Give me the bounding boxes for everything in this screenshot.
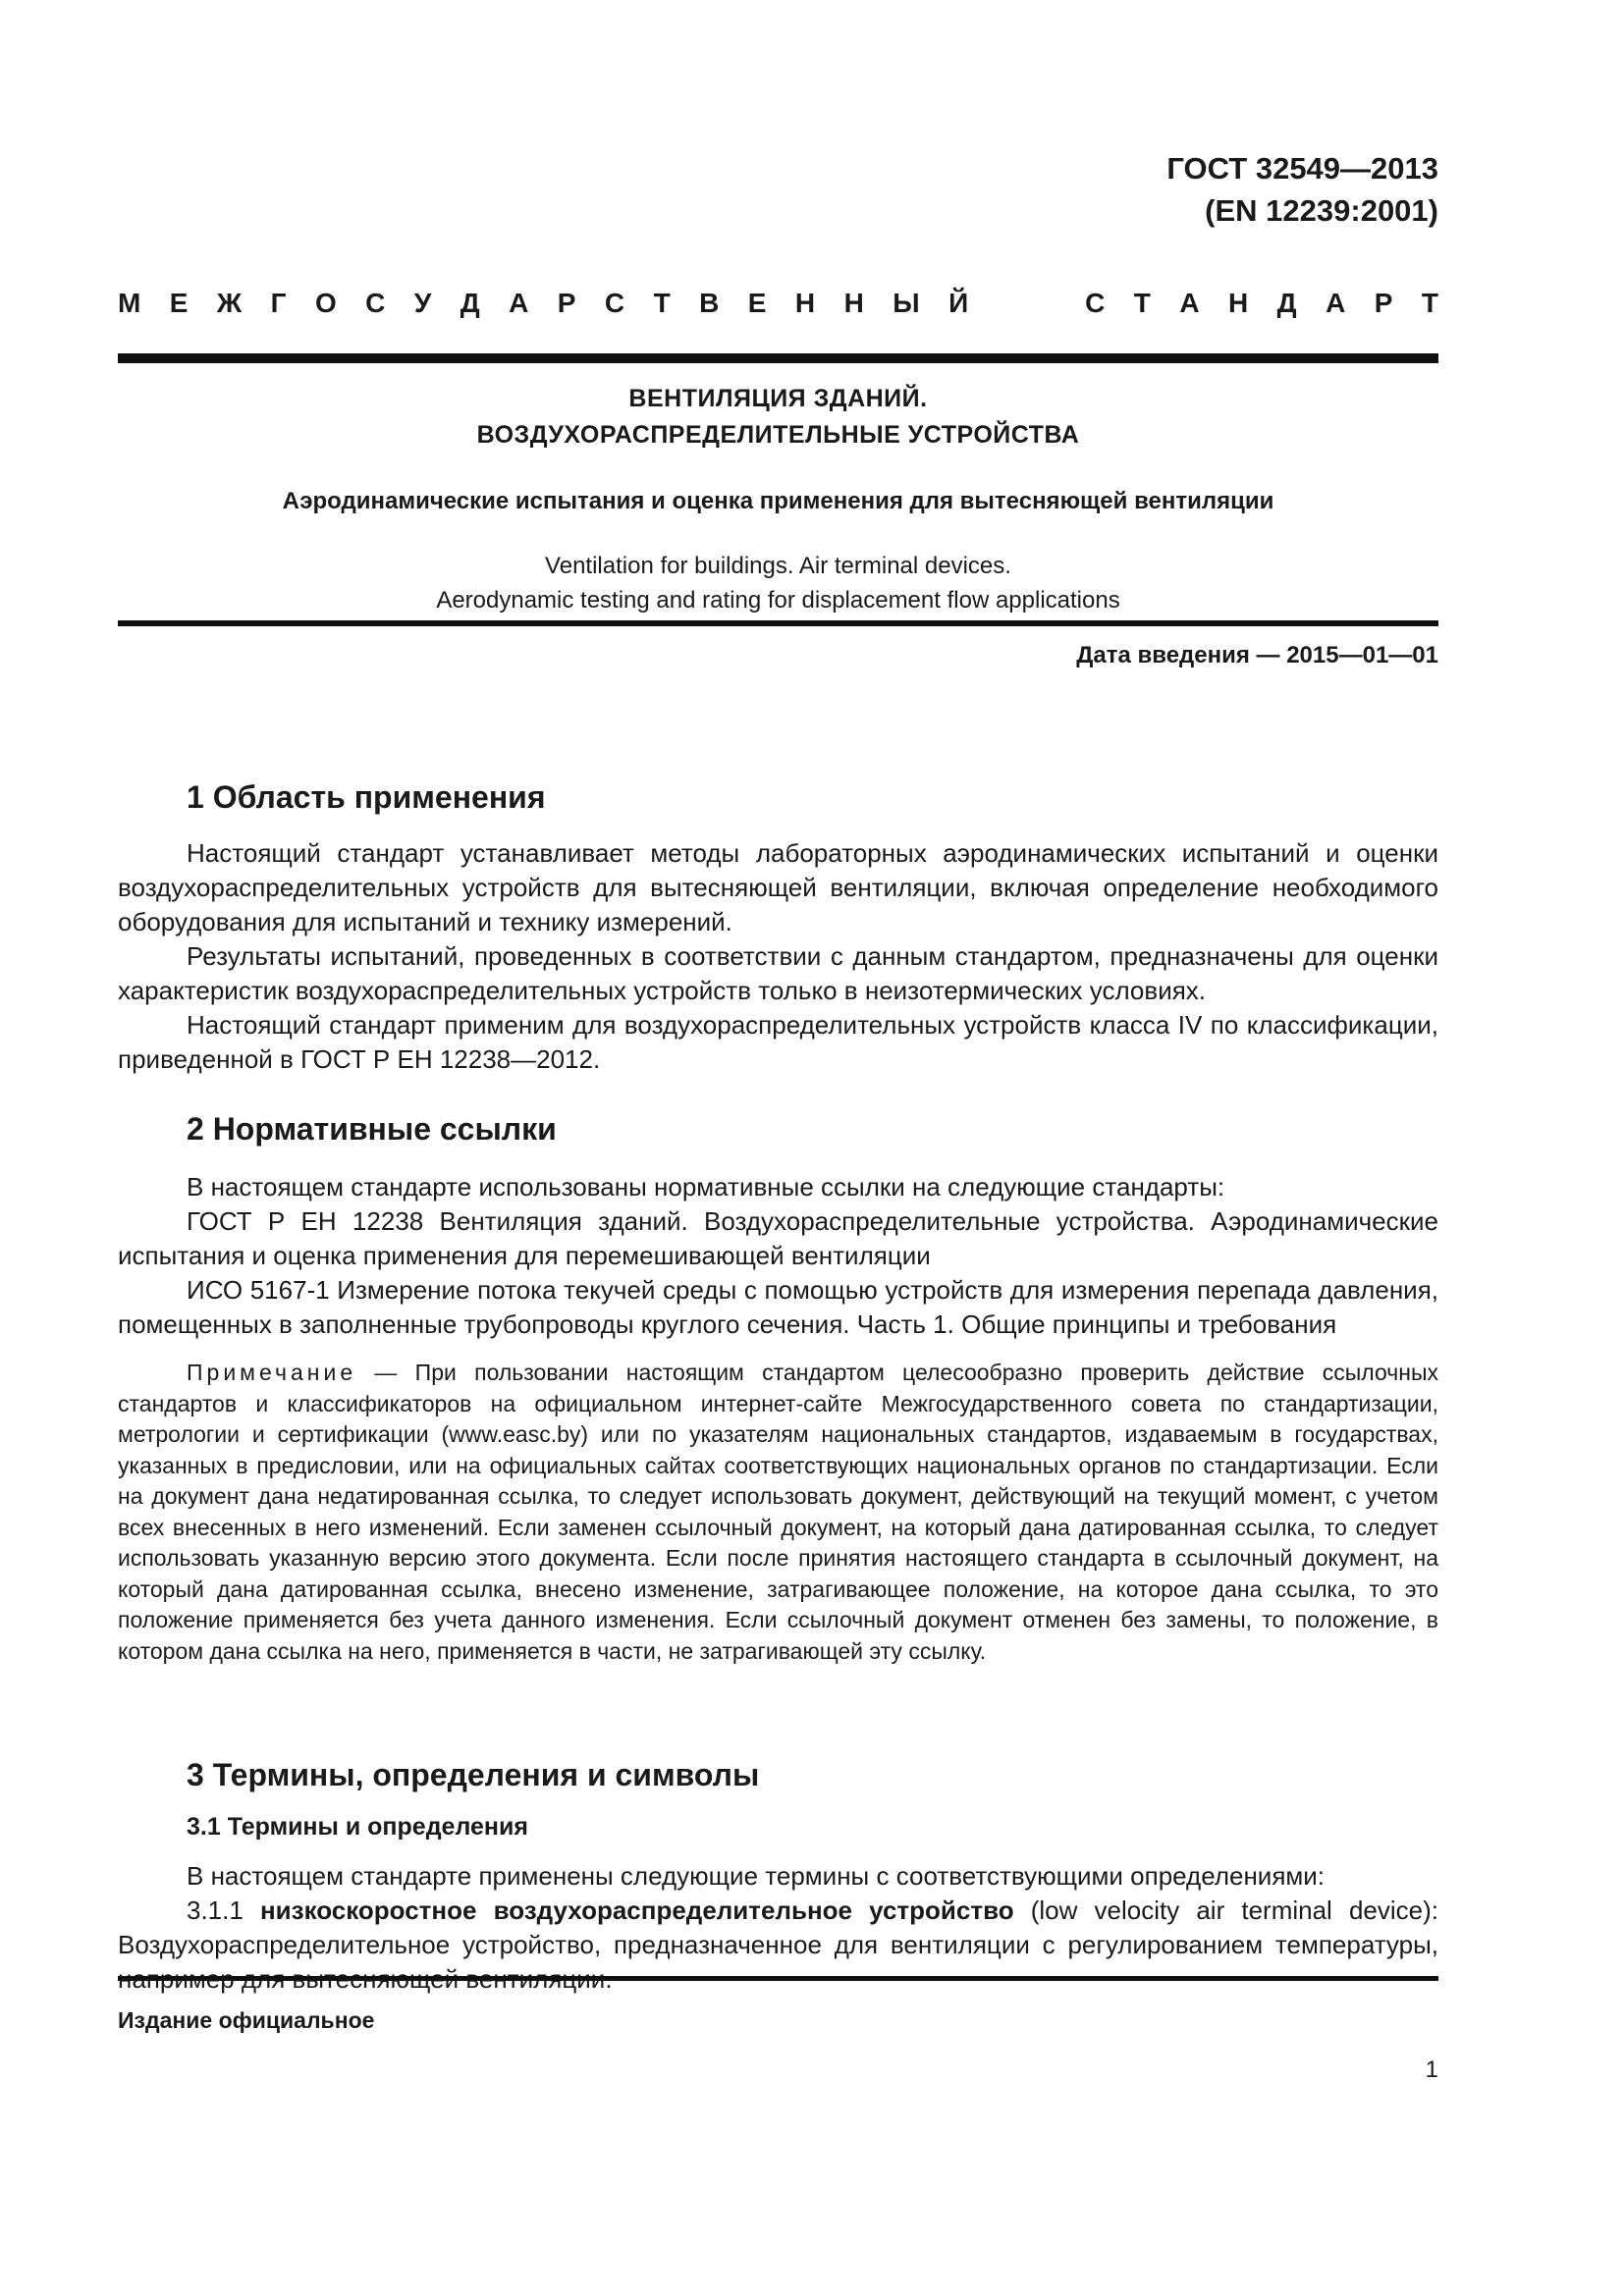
header-rule [118,353,1438,363]
banner-letter: С [1085,288,1106,318]
note-label: Примечание [187,1360,357,1385]
paragraph: В настоящем стандарте использованы нормативные ссылки на следующие стандарты: [187,1172,1225,1201]
banner-letter: Н [794,288,816,318]
banner-letter: Н [843,288,864,318]
official-edition-label: Издание официальное [118,2007,375,2033]
banner-letter: Е [747,288,767,318]
subsection-heading: 3.1 Термины и определения [187,1813,528,1841]
banner-letter: У [413,288,432,318]
title-ru-line1: ВЕНТИЛЯЦИЯ ЗДАНИЙ. [628,385,928,412]
page-number: 1 [1425,2056,1438,2083]
note-paragraph [118,1358,1438,1667]
banner-letter: Г [270,288,287,318]
paragraph: Настоящий стандарт применим для воздухораспределительных устройств класса IV по классификации, приведенной в ГОСТ Р ЕН 12238—2012. [118,1010,1438,1074]
term-definition [118,1894,1438,1997]
paragraph: Результаты испытаний, проведенных в соответствии с данным стандартом, предназначены для оценки характеристик воздухораспределительных устройств только в неизотермических условиях. [118,941,1438,1005]
paragraph: ГОСТ Р ЕН 12238 Вентиляция зданий. Воздухораспределительные устройства. Аэродинамические испытания и оценка применения для перемешивающей вентиляции [118,1206,1438,1270]
banner-letter: В [699,288,720,318]
term-text: Воздухораспределительное устройство, предназначенное для вентиляции с регулированием температуры, [118,1930,1438,1959]
banner-letter: Т [1133,288,1151,318]
footer-rule [118,1976,1438,1981]
banner-letter: Р [557,288,576,318]
title-block [118,381,1438,617]
doc-number-line1: ГОСТ 32549—2013 [1166,151,1438,186]
term-name: низкоскоростное воздухораспределительное устройство [259,1896,1014,1925]
interstate-standard-banner [118,288,1438,319]
title-en-line2: Aerodynamic testing and rating for displacement flow applications [436,587,1120,614]
banner-letter: Ж [216,288,243,318]
banner-letter: С [604,288,625,318]
term-english: (low velocity air terminal device): [1013,1896,1438,1925]
section-heading: 2 Нормативные ссылки [187,1111,557,1147]
banner-letter: Е [169,288,189,318]
title-ru-line2: ВОЗДУХОРАСПРЕДЕЛИТЕЛЬНЫЕ УСТРОЙСТВА [476,421,1080,449]
banner-letter: Р [1374,288,1393,318]
banner-letter: А [1179,288,1200,318]
banner-letter: С [365,288,386,318]
banner-letter: Д [460,288,480,318]
banner-letter: А [509,288,529,318]
document-number [1166,147,1438,232]
section-heading: 1 Область применения [187,779,546,815]
banner-letter: Й [948,288,969,318]
term-number: 3.1.1 [187,1896,260,1925]
banner-gap [998,288,1056,319]
title-rule [118,620,1438,626]
paragraph: ИСО 5167-1 Измерение потока текучей среды с помощью устройств для измерения перепада давления, помещенных в заполненные трубопроводы круглого сечения. Часть 1. Общие принципы и требования [118,1275,1438,1339]
introduction-date: Дата введения — 2015—01—01 [1076,642,1438,668]
title-en-line1: Ventilation for buildings. Air terminal devices. [545,553,1011,579]
doc-number-line2: (EN 12239:2001) [1205,193,1438,228]
banner-letter: Д [1276,288,1297,318]
banner-letter: А [1326,288,1346,318]
note-text: — При пользовании настоящим стандартом целесообразно проверить действие ссылочных стандартов и классификаторов на официальном интернет-сайте Межгосударственного совета по стандартизации, метрологии и сертификации (www.easc.by) или по указателям национальных стандартов, издаваемым в государствах, указанных в предисловии, или на официальных сайтах соответствующих национальных органов по стандартизации. Если на документ дана недатированная ссылка, то следует использовать документ, действующий на текущий момент, с учетом всех внесенных в него изменений. Если заменен ссылочный документ, на который дана датированная ссылка, то следует использовать указанную версию этого документа. Если после принятия настоящего стандарта в ссылочный документ, на который дана датированная ссылка, внесено изменение, затрагивающее положение, на которое дана ссылка, то это положение применяется без учета данного изменения. Если ссылочный документ отменен без замены, то положение, в котором дана ссылка на него, применяется в части, не затрагивающей эту ссылку. [118,1360,1438,1664]
banner-letter: Н [1228,288,1249,318]
banner-letter: О [314,288,337,318]
banner-letter: Т [1421,288,1438,318]
banner-letter: Ы [893,288,920,318]
section-normative-references [118,1109,1438,1667]
paragraph: В настоящем стандарте применены следующие термины с соответствующими определениями: [187,1861,1326,1891]
banner-letter: Т [653,288,671,318]
section-terms [118,1755,1438,1997]
banner-letter: М [118,288,141,318]
paragraph: Настоящий стандарт устанавливает методы лабораторных аэродинамических испытаний и оценки воздухораспределительных устройств для вытесняющей вентиляции, включая определение необходимого оборудования для испытаний и технику измерений. [118,838,1438,936]
subtitle-ru: Аэродинамические испытания и оценка применения для вытесняющей вентиляции [282,488,1274,514]
section-heading: 3 Термины, определения и символы [187,1757,760,1792]
section-scope [118,777,1438,1077]
